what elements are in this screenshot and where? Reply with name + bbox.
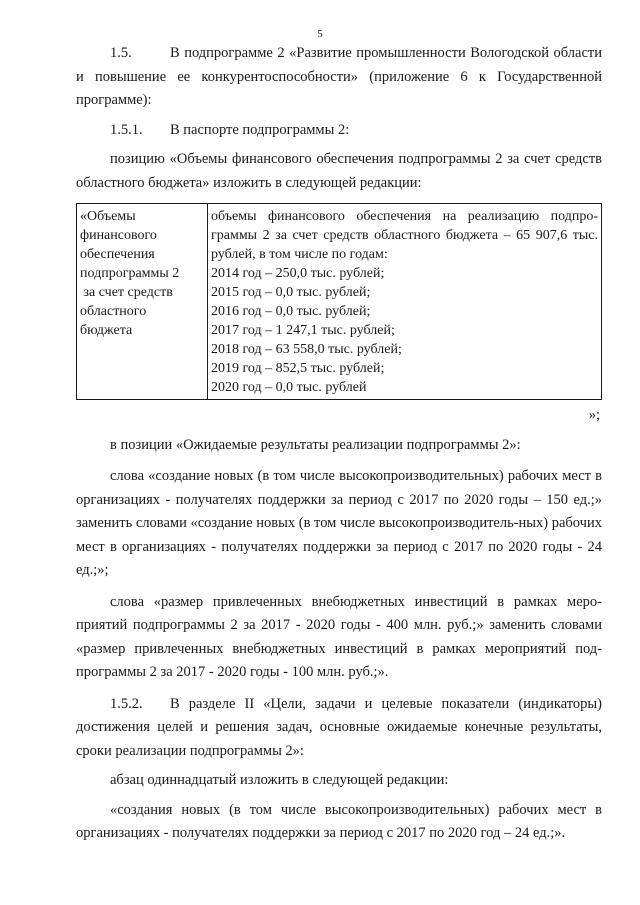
paragraph-eleven: абзац одиннадцатый изложить в следующей редакции: — [110, 772, 449, 788]
words-replacement-1: слова «создание новых (в том числе высокопроизводительных) рабочих мест в организациях - получателях поддержки за период с 2017 по 2020 годы – 150 ед.;» заменить словами «создание новых (в том числе высокопроизводитель-ных) рабочих мест в организациях - получателях поддержки за период с 2017 по 2020 годы - 24 ед.;»; — [76, 468, 602, 578]
year-line: 2014 год – 250,0 тыс. рублей; — [211, 266, 385, 281]
left-line: обеспечения — [80, 247, 155, 262]
left-line: финансового — [80, 228, 157, 243]
passport-table — [76, 203, 602, 400]
left-line: бюджета — [80, 323, 133, 338]
year-line: 2017 год – 1 247,1 тыс. рублей; — [211, 323, 395, 338]
left-line: за счет средств — [80, 285, 173, 300]
section-1-5-2 — [76, 693, 602, 764]
left-line: подпрограммы 2 — [80, 266, 180, 281]
expected-results-paragraph: в позиции «Ожидаемые результаты реализации подпрограммы 2»: — [110, 436, 521, 453]
table-left-cell — [77, 204, 208, 400]
funding-intro: объемы финансового обеспечения на реализацию подпро-граммы 2 за счет средств областного бюджета – 65 907,6 тыс. рублей, в том числе по годам: — [211, 209, 598, 262]
year-line: 2019 год – 852,5 тыс. рублей; — [211, 361, 385, 376]
table-row — [77, 204, 602, 400]
words-replacement-2: слова «размер привлеченных внебюджетных инвестиций в рамках меро-приятий подпрограммы 2 за 2017 - 2020 годы - 400 млн. руб.;» заменить словами «размер привлеченных внебюджетных инвестиций в рамках мероприятий под-программы 2 за 2017 - 2020 годы - 100 млн. руб.;». — [76, 593, 602, 680]
page-number: 5 — [317, 28, 323, 40]
year-line: 2018 год – 63 558,0 тыс. рублей; — [211, 342, 402, 357]
year-line: 2015 год – 0,0 тыс. рублей; — [211, 285, 371, 300]
section-number: 1.5.2. — [110, 695, 143, 712]
section-text: В паспорте подпрограммы 2: — [170, 121, 350, 138]
year-line: 2016 год – 0,0 тыс. рублей; — [211, 304, 371, 319]
final-quote: «создания новых (в том числе высокопроизводительных) рабочих мест в организациях - получателях поддержки за период с 2017 по 2020 год – 24 ед.;». — [76, 801, 602, 841]
table-closing-quote: »; — [588, 407, 600, 423]
left-line: областного — [80, 304, 147, 319]
section-text: В разделе II «Цели, задачи и целевые показатели (индикаторы) достижения целей и решения задач, основные ожидаемые конечные результаты, сроки реализации подпрограммы 2»: — [76, 695, 602, 759]
table-right-cell — [208, 204, 602, 400]
left-line: «Объемы — [80, 209, 136, 224]
section-number: 1.5.1. — [110, 121, 143, 138]
year-line: 2020 год – 0,0 тыс. рублей — [211, 380, 367, 395]
document-body — [76, 42, 602, 846]
section-1-5-1 — [76, 119, 602, 143]
position-paragraph: позицию «Объемы финансового обеспечения подпрограммы 2 за счет средств областного бюджета» изложить в следующей редакции: — [76, 151, 602, 191]
section-1-5 — [76, 42, 602, 113]
section-number: 1.5. — [110, 45, 132, 61]
section-text: В подпрограмме 2 «Развитие промышленности Вологодской области и повышение ее конкурентоспособности» (приложение 6 к Государственной программе): — [76, 45, 602, 108]
